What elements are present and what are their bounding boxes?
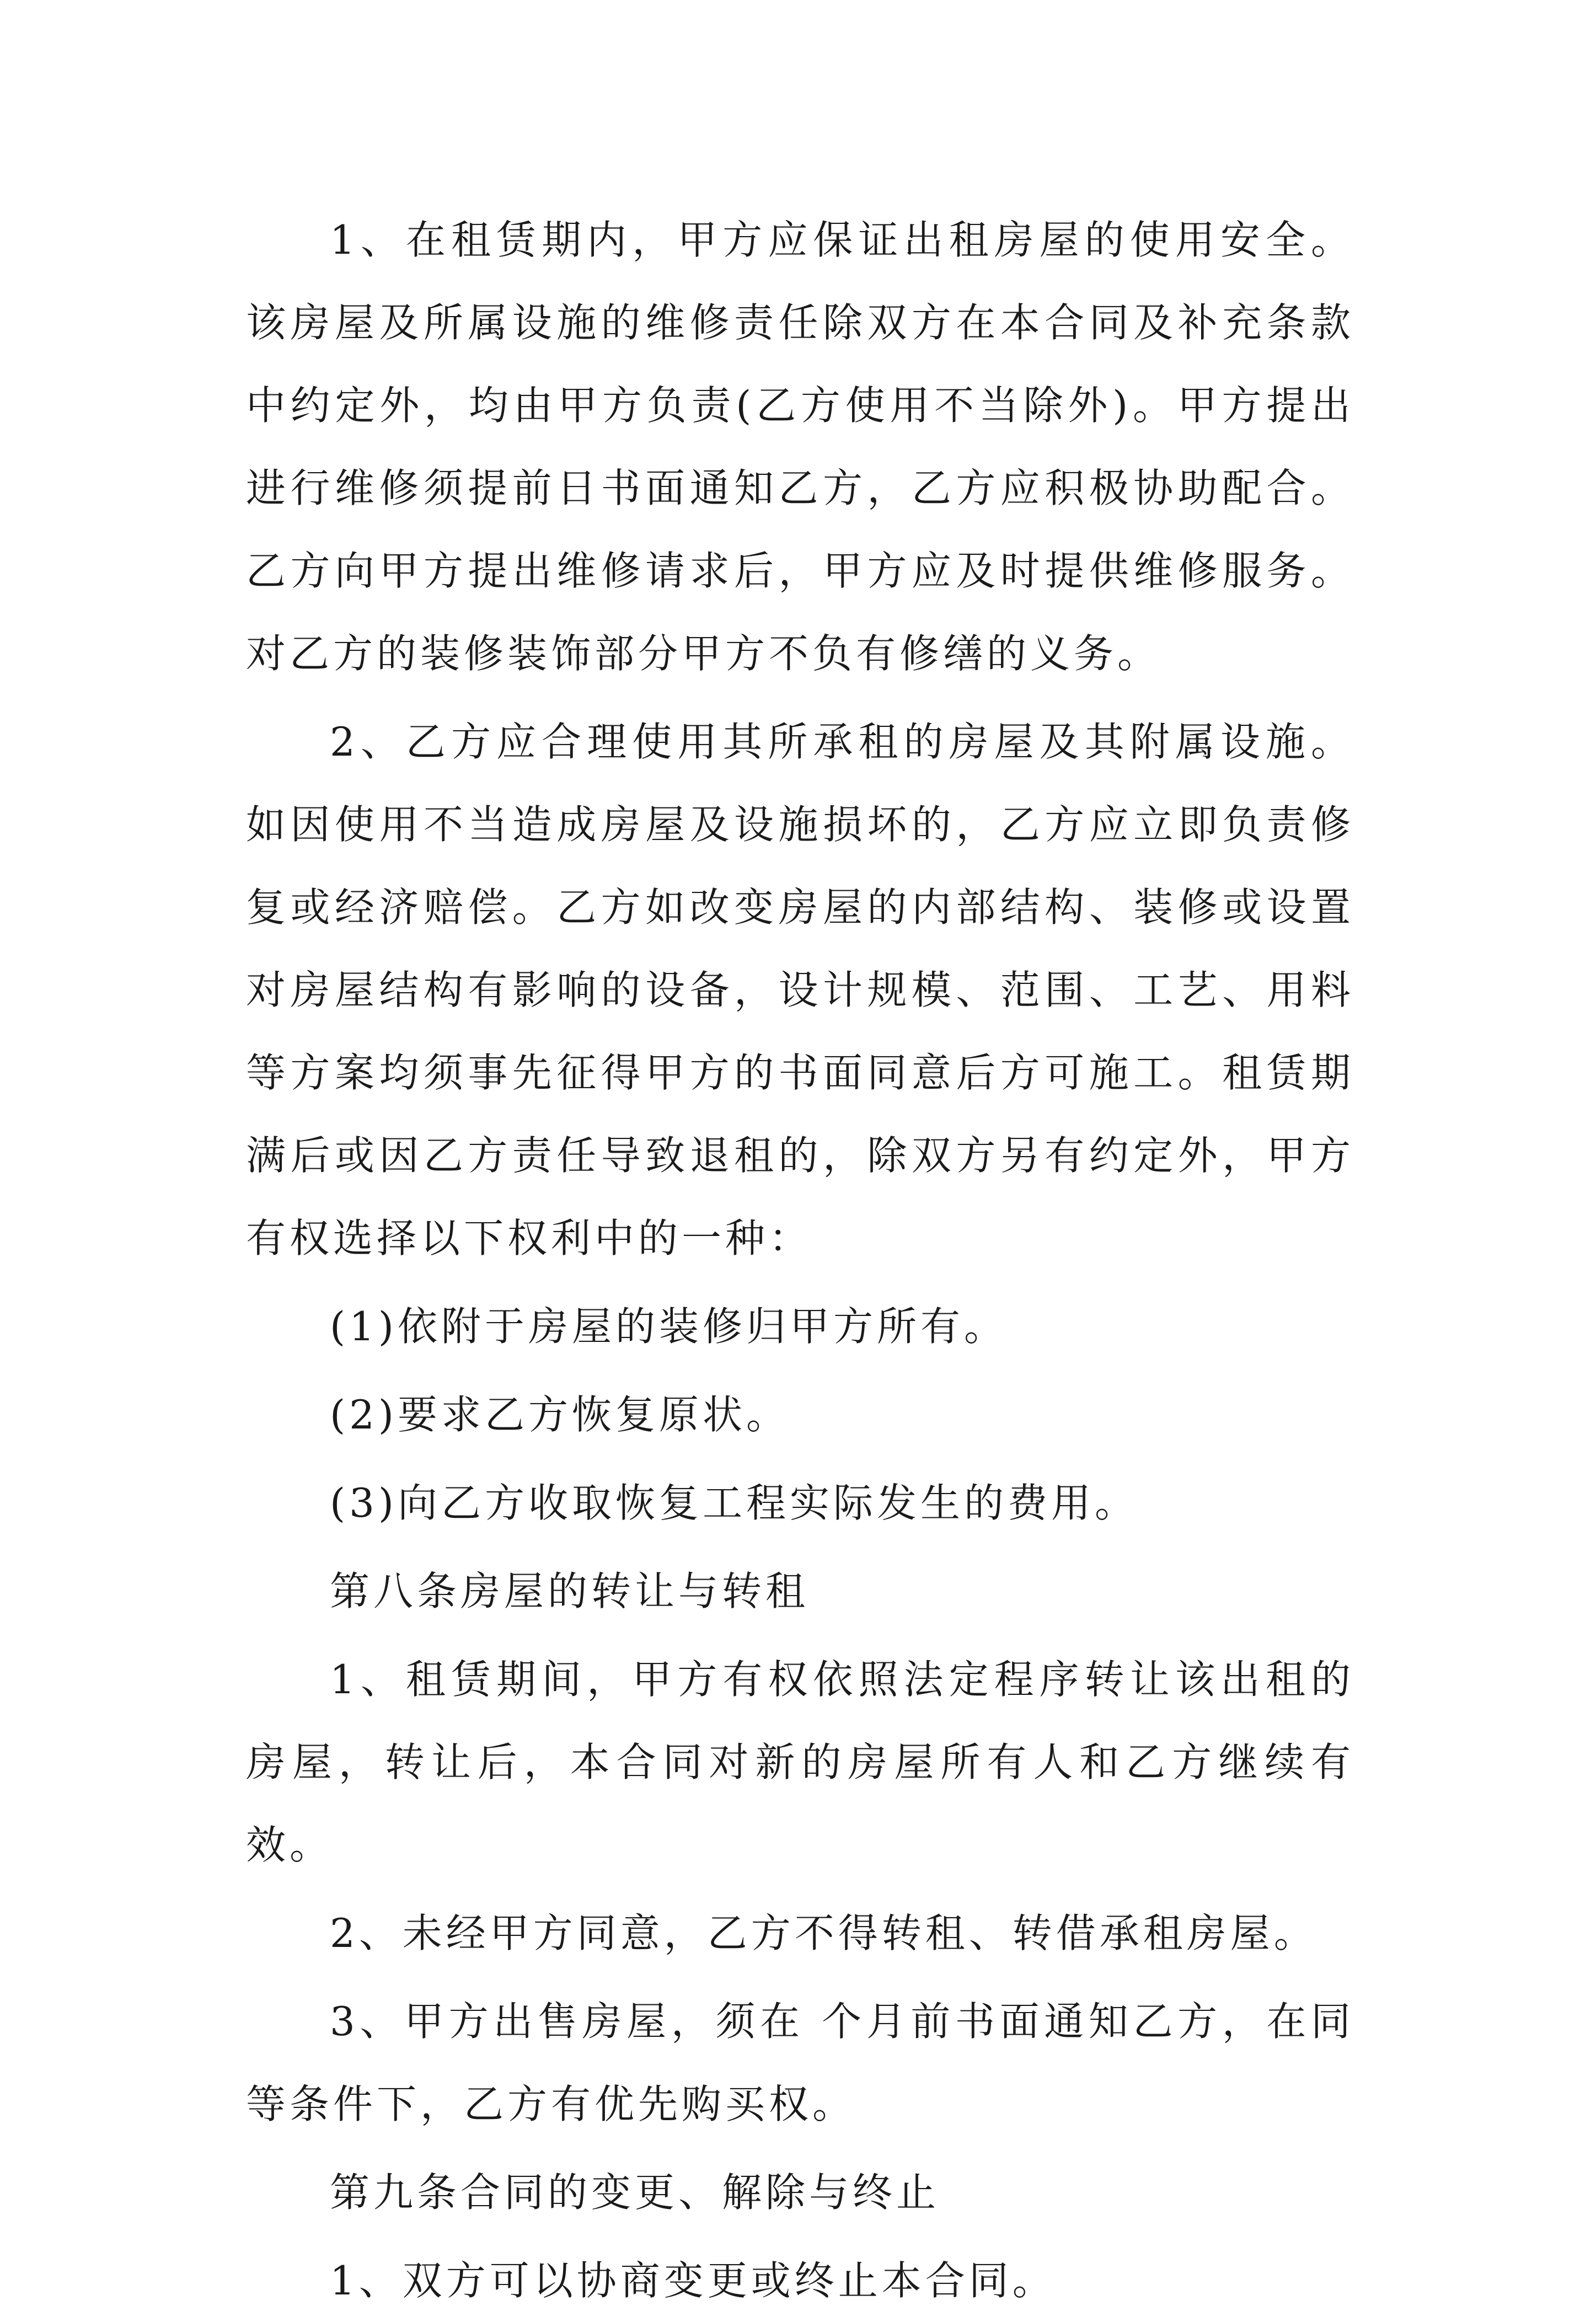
paragraph-sale-notice: 3、甲方出售房屋，须在 个月前书面通知乙方，在同等条件下，乙方有优先购买权。 [246, 1998, 1354, 2127]
paragraph-option-1: (1)依附于房屋的装修归甲方所有。 [330, 1303, 1008, 1350]
section-heading-article-9: 第九条合同的变更、解除与终止 [330, 2169, 940, 2216]
paragraph-proper-use: 2、乙方应合理使用其所承租的房屋及其附属设施。如因使用不当造成房屋及设施损坏的，乙方应立即负责修复或经济赔偿。乙方如改变房屋的内部结构、装修或设置对房屋结构有影响的设备，设计规模、范围、工艺、用料等方案均须事先征得甲方的书面同意后方可施工。租赁期满后或因乙方责任导致退租的，除双方另有约定外，甲方有权选择以下权利中的一种： [246, 719, 1354, 1261]
paragraph-option-2: (2)要求乙方恢复原状。 [330, 1392, 790, 1438]
document-body [246, 199, 1354, 2322]
paragraph-sublease: 2、未经甲方同意，乙方不得转租、转借承租房屋。 [330, 1910, 1317, 1956]
paragraph-repair-responsibility: 1、在租赁期内，甲方应保证出租房屋的使用安全。该房屋及所属设施的维修责任除双方在本合同及补充条款中约定外，均由甲方负责(乙方使用不当除外)。甲方提出进行维修须提前日书面通知乙方，乙方应积极协助配合。乙方向甲方提出维修请求后，甲方应及时提供维修服务。对乙方的装修装饰部分甲方不负有修缮的义务。 [246, 217, 1354, 677]
paragraph-transfer: 1、租赁期间，甲方有权依照法定程序转让该出租的房屋，转让后，本合同对新的房屋所有人和乙方继续有效。 [246, 1656, 1354, 1868]
paragraph-option-3: (3)向乙方收取恢复工程实际发生的费用。 [330, 1480, 1138, 1526]
section-heading-article-8: 第八条房屋的转让与转租 [330, 1568, 810, 1614]
paragraph-modify-terminate: 1、双方可以协商变更或终止本合同。 [330, 2257, 1056, 2304]
